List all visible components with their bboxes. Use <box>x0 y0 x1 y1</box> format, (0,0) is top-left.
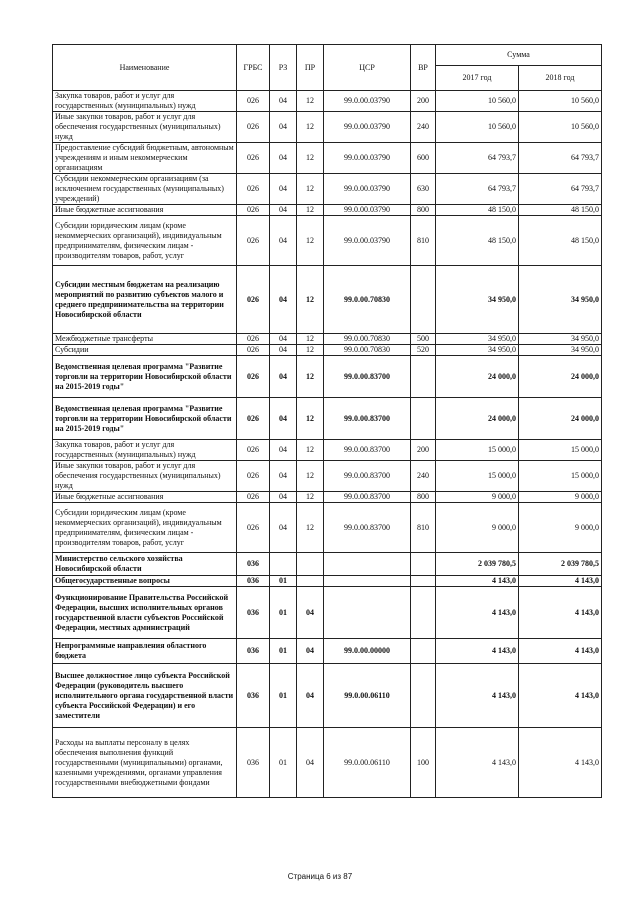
cell-grbs: 036 <box>237 587 270 639</box>
table-row <box>53 205 602 216</box>
cell-vr: 100 <box>411 728 436 798</box>
cell-rz: 04 <box>270 143 297 174</box>
table-row <box>53 345 602 356</box>
cell-sum-2017: 15 000,0 <box>436 440 519 461</box>
cell-sum-2017: 4 143,0 <box>436 728 519 798</box>
cell-vr: 240 <box>411 461 436 492</box>
cell-csr: 99.0.00.83700 <box>324 461 411 492</box>
header-vr: ВР <box>411 45 436 91</box>
cell-vr: 600 <box>411 143 436 174</box>
cell-csr: 99.0.00.83700 <box>324 356 411 398</box>
cell-grbs: 026 <box>237 91 270 112</box>
cell-name: Ведомственная целевая программа "Развитие торговли на территории Новосибирской области на 2015-2019 годы" <box>53 356 237 398</box>
cell-grbs: 026 <box>237 216 270 266</box>
cell-pr: 04 <box>297 664 324 728</box>
cell-name: Иные закупки товаров, работ и услуг для обеспечения государственных (муниципальных) нужд <box>53 461 237 492</box>
table-row <box>53 356 602 398</box>
cell-sum-2017: 9 000,0 <box>436 503 519 553</box>
cell-grbs: 026 <box>237 205 270 216</box>
cell-grbs: 036 <box>237 639 270 664</box>
cell-csr <box>324 587 411 639</box>
cell-sum-2018: 48 150,0 <box>519 216 602 266</box>
cell-vr: 800 <box>411 205 436 216</box>
cell-sum-2018: 34 950,0 <box>519 334 602 345</box>
cell-sum-2018: 10 560,0 <box>519 91 602 112</box>
cell-grbs: 026 <box>237 143 270 174</box>
cell-vr: 810 <box>411 216 436 266</box>
cell-vr <box>411 639 436 664</box>
cell-pr: 12 <box>297 174 324 205</box>
cell-pr <box>297 553 324 576</box>
table-row <box>53 553 602 576</box>
cell-grbs: 026 <box>237 345 270 356</box>
cell-grbs: 026 <box>237 266 270 334</box>
cell-pr: 04 <box>297 639 324 664</box>
cell-vr: 200 <box>411 91 436 112</box>
cell-rz: 04 <box>270 216 297 266</box>
cell-grbs: 026 <box>237 174 270 205</box>
cell-sum-2018: 48 150,0 <box>519 205 602 216</box>
cell-csr: 99.0.00.83700 <box>324 503 411 553</box>
cell-vr <box>411 587 436 639</box>
table-row <box>53 461 602 492</box>
cell-vr: 500 <box>411 334 436 345</box>
cell-csr: 99.0.00.70830 <box>324 334 411 345</box>
header-2018: 2018 год <box>519 66 602 91</box>
cell-rz: 04 <box>270 334 297 345</box>
header-pr: ПР <box>297 45 324 91</box>
cell-sum-2018: 4 143,0 <box>519 587 602 639</box>
cell-grbs: 026 <box>237 492 270 503</box>
cell-vr: 810 <box>411 503 436 553</box>
cell-sum-2017: 34 950,0 <box>436 266 519 334</box>
cell-sum-2018: 4 143,0 <box>519 576 602 587</box>
cell-name: Закупка товаров, работ и услуг для государственных (муниципальных) нужд <box>53 440 237 461</box>
cell-rz: 04 <box>270 461 297 492</box>
cell-pr: 12 <box>297 356 324 398</box>
header-csr: ЦСР <box>324 45 411 91</box>
cell-csr <box>324 576 411 587</box>
cell-csr: 99.0.00.83700 <box>324 492 411 503</box>
cell-rz: 01 <box>270 728 297 798</box>
header-sum: Сумма <box>436 45 602 66</box>
table-row <box>53 576 602 587</box>
cell-sum-2017: 15 000,0 <box>436 461 519 492</box>
cell-sum-2017: 2 039 780,5 <box>436 553 519 576</box>
cell-csr: 99.0.00.03790 <box>324 216 411 266</box>
cell-pr: 04 <box>297 728 324 798</box>
table-row <box>53 266 602 334</box>
cell-sum-2018: 34 950,0 <box>519 266 602 334</box>
cell-sum-2017: 64 793,7 <box>436 174 519 205</box>
cell-rz: 04 <box>270 440 297 461</box>
cell-name: Субсидии <box>53 345 237 356</box>
cell-rz: 04 <box>270 91 297 112</box>
cell-rz: 01 <box>270 664 297 728</box>
cell-name: Предоставление субсидий бюджетным, автономным учреждениям и иным некоммерческим организациям <box>53 143 237 174</box>
cell-sum-2018: 24 000,0 <box>519 356 602 398</box>
table-row <box>53 664 602 728</box>
table-row <box>53 728 602 798</box>
cell-sum-2018: 64 793,7 <box>519 174 602 205</box>
cell-name: Субсидии юридическим лицам (кроме некоммерческих организаций), индивидуальным предпринимателям, физическим лицам - производителям товаров, работ, услуг <box>53 503 237 553</box>
cell-name: Субсидии юридическим лицам (кроме некоммерческих организаций), индивидуальным предпринимателям, физическим лицам - производителям товаров, работ, услуг <box>53 216 237 266</box>
cell-csr: 99.0.00.00000 <box>324 639 411 664</box>
cell-pr: 12 <box>297 216 324 266</box>
cell-sum-2017: 24 000,0 <box>436 398 519 440</box>
cell-sum-2017: 4 143,0 <box>436 587 519 639</box>
cell-pr: 12 <box>297 440 324 461</box>
cell-grbs: 036 <box>237 576 270 587</box>
table-row <box>53 334 602 345</box>
cell-sum-2018: 34 950,0 <box>519 345 602 356</box>
cell-name: Функционирование Правительства Российской Федерации, высших исполнительных органов государственной власти субъектов Российской Федерации, местных администраций <box>53 587 237 639</box>
cell-csr: 99.0.00.83700 <box>324 398 411 440</box>
cell-sum-2017: 10 560,0 <box>436 91 519 112</box>
cell-rz: 01 <box>270 587 297 639</box>
cell-sum-2017: 4 143,0 <box>436 664 519 728</box>
table-row <box>53 91 602 112</box>
cell-rz: 04 <box>270 112 297 143</box>
cell-grbs: 026 <box>237 461 270 492</box>
cell-rz <box>270 553 297 576</box>
cell-pr: 12 <box>297 492 324 503</box>
cell-sum-2017: 34 950,0 <box>436 334 519 345</box>
header-2017: 2017 год <box>436 66 519 91</box>
cell-vr <box>411 576 436 587</box>
cell-rz: 01 <box>270 639 297 664</box>
cell-sum-2017: 64 793,7 <box>436 143 519 174</box>
cell-grbs: 026 <box>237 398 270 440</box>
cell-rz: 01 <box>270 576 297 587</box>
cell-sum-2018: 15 000,0 <box>519 440 602 461</box>
cell-csr: 99.0.00.06110 <box>324 728 411 798</box>
header-name: Наименование <box>53 45 237 91</box>
table-row <box>53 440 602 461</box>
cell-sum-2018: 24 000,0 <box>519 398 602 440</box>
cell-name: Ведомственная целевая программа "Развитие торговли на территории Новосибирской области на 2015-2019 годы" <box>53 398 237 440</box>
cell-sum-2018: 4 143,0 <box>519 664 602 728</box>
cell-sum-2018: 15 000,0 <box>519 461 602 492</box>
cell-vr: 240 <box>411 112 436 143</box>
table-row <box>53 174 602 205</box>
cell-grbs: 026 <box>237 112 270 143</box>
header-grbs: ГРБС <box>237 45 270 91</box>
cell-pr <box>297 576 324 587</box>
cell-vr: 520 <box>411 345 436 356</box>
table-row <box>53 398 602 440</box>
cell-name: Субсидии некоммерческим организациям (за исключением государственных (муниципальных) учреждений) <box>53 174 237 205</box>
cell-pr: 12 <box>297 503 324 553</box>
cell-csr: 99.0.00.70830 <box>324 345 411 356</box>
cell-pr: 04 <box>297 587 324 639</box>
table-row <box>53 587 602 639</box>
cell-sum-2017: 34 950,0 <box>436 345 519 356</box>
cell-pr: 12 <box>297 112 324 143</box>
cell-sum-2018: 4 143,0 <box>519 639 602 664</box>
cell-sum-2017: 24 000,0 <box>436 356 519 398</box>
cell-csr: 99.0.00.03790 <box>324 205 411 216</box>
cell-pr: 12 <box>297 205 324 216</box>
cell-grbs: 036 <box>237 553 270 576</box>
table-row <box>53 639 602 664</box>
cell-sum-2017: 10 560,0 <box>436 112 519 143</box>
cell-pr: 12 <box>297 345 324 356</box>
table-row <box>53 503 602 553</box>
cell-vr <box>411 356 436 398</box>
cell-rz: 04 <box>270 503 297 553</box>
cell-name: Высшее должностное лицо субъекта Российской Федерации (руководитель высшего исполнительного органа государственной власти субъекта Российской Федерации) и его заместители <box>53 664 237 728</box>
cell-sum-2018: 9 000,0 <box>519 492 602 503</box>
cell-sum-2017: 4 143,0 <box>436 576 519 587</box>
cell-name: Общегосударственные вопросы <box>53 576 237 587</box>
cell-csr <box>324 553 411 576</box>
cell-grbs: 026 <box>237 503 270 553</box>
cell-sum-2018: 9 000,0 <box>519 503 602 553</box>
cell-name: Иные бюджетные ассигнования <box>53 492 237 503</box>
cell-grbs: 026 <box>237 356 270 398</box>
cell-vr: 200 <box>411 440 436 461</box>
cell-pr: 12 <box>297 266 324 334</box>
table-row <box>53 112 602 143</box>
cell-vr <box>411 553 436 576</box>
cell-grbs: 036 <box>237 664 270 728</box>
page-footer: Страница 6 из 87 <box>287 872 353 881</box>
cell-pr: 12 <box>297 91 324 112</box>
cell-sum-2018: 4 143,0 <box>519 728 602 798</box>
cell-name: Непрограммные направления областного бюджета <box>53 639 237 664</box>
cell-name: Закупка товаров, работ и услуг для государственных (муниципальных) нужд <box>53 91 237 112</box>
cell-sum-2017: 48 150,0 <box>436 216 519 266</box>
cell-name: Иные закупки товаров, работ и услуг для обеспечения государственных (муниципальных) нужд <box>53 112 237 143</box>
cell-name: Министерство сельского хозяйства Новосибирской области <box>53 553 237 576</box>
cell-name: Межбюджетные трансферты <box>53 334 237 345</box>
cell-rz: 04 <box>270 345 297 356</box>
cell-rz: 04 <box>270 356 297 398</box>
cell-vr: 630 <box>411 174 436 205</box>
cell-grbs: 026 <box>237 440 270 461</box>
cell-csr: 99.0.00.83700 <box>324 440 411 461</box>
cell-pr: 12 <box>297 334 324 345</box>
cell-pr: 12 <box>297 461 324 492</box>
cell-csr: 99.0.00.03790 <box>324 112 411 143</box>
header-rz: РЗ <box>270 45 297 91</box>
cell-csr: 99.0.00.03790 <box>324 91 411 112</box>
cell-csr: 99.0.00.70830 <box>324 266 411 334</box>
cell-grbs: 036 <box>237 728 270 798</box>
cell-csr: 99.0.00.03790 <box>324 174 411 205</box>
cell-sum-2017: 4 143,0 <box>436 639 519 664</box>
cell-rz: 04 <box>270 205 297 216</box>
cell-vr <box>411 664 436 728</box>
cell-rz: 04 <box>270 492 297 503</box>
table-row <box>53 143 602 174</box>
cell-sum-2018: 10 560,0 <box>519 112 602 143</box>
cell-sum-2018: 64 793,7 <box>519 143 602 174</box>
cell-vr <box>411 398 436 440</box>
cell-csr: 99.0.00.06110 <box>324 664 411 728</box>
table-row <box>53 492 602 503</box>
cell-rz: 04 <box>270 398 297 440</box>
cell-sum-2018: 2 039 780,5 <box>519 553 602 576</box>
cell-pr: 12 <box>297 143 324 174</box>
table-row <box>53 216 602 266</box>
cell-sum-2017: 9 000,0 <box>436 492 519 503</box>
cell-name: Иные бюджетные ассигнования <box>53 205 237 216</box>
cell-name: Субсидии местным бюджетам на реализацию мероприятий по развитию субъектов малого и среднего предпринимательства на территории Новосибирской области <box>53 266 237 334</box>
cell-name: Расходы на выплаты персоналу в целях обеспечения выполнения функций государственными (муниципальными) органами, казенными учреждениями, органами управления государственными внебюджетными фондами <box>53 728 237 798</box>
cell-vr: 800 <box>411 492 436 503</box>
cell-pr: 12 <box>297 398 324 440</box>
budget-table <box>52 44 602 798</box>
cell-rz: 04 <box>270 174 297 205</box>
cell-grbs: 026 <box>237 334 270 345</box>
cell-csr: 99.0.00.03790 <box>324 143 411 174</box>
cell-vr <box>411 266 436 334</box>
cell-rz: 04 <box>270 266 297 334</box>
cell-sum-2017: 48 150,0 <box>436 205 519 216</box>
